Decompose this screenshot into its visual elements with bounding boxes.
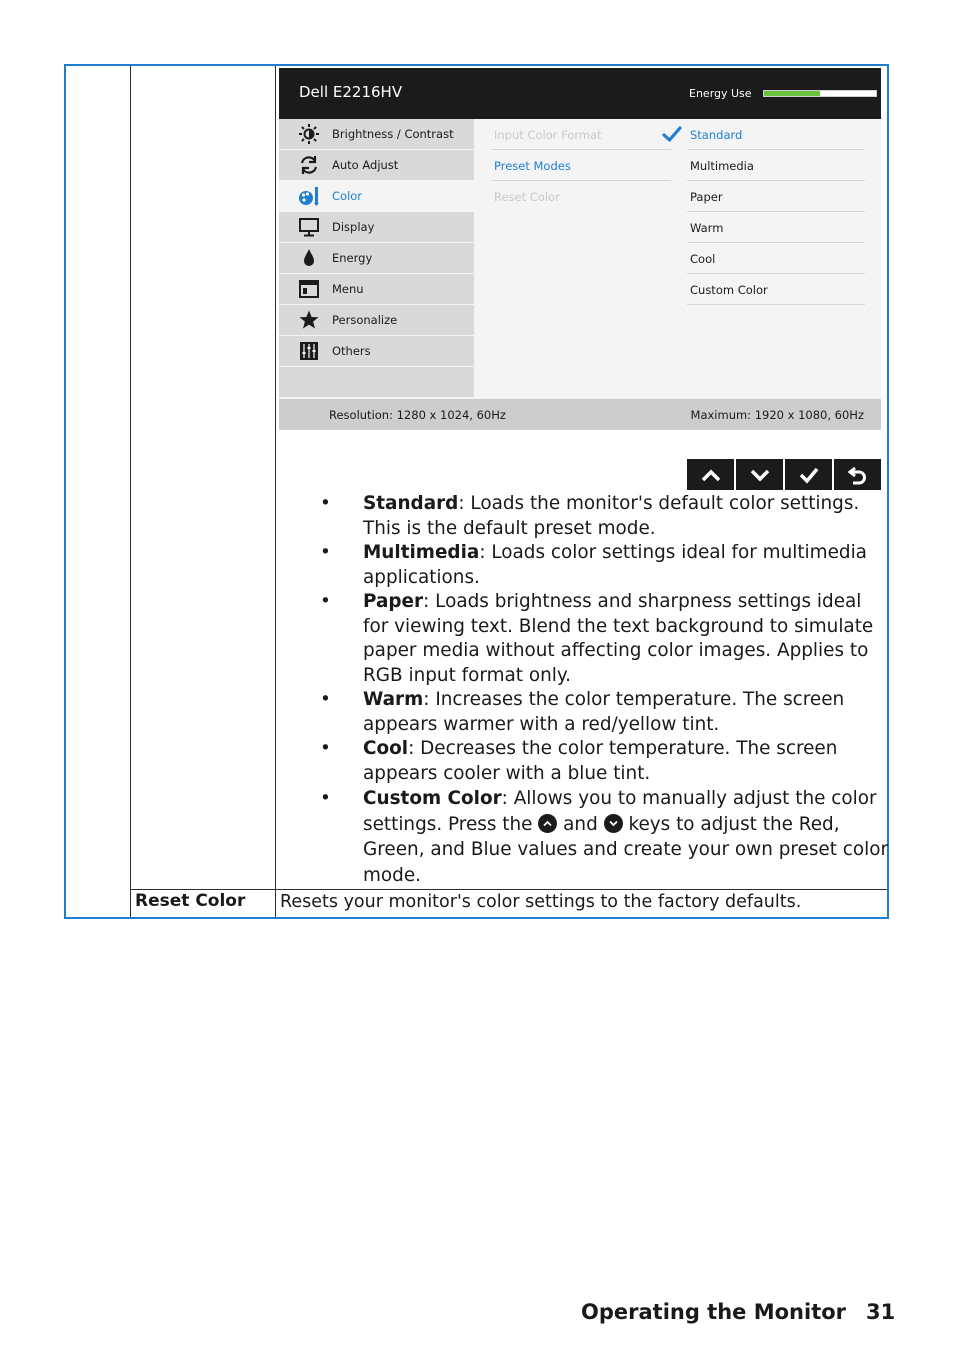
menu-item-energy[interactable] (279, 243, 474, 273)
option-label: Cool (690, 252, 716, 266)
check-icon (798, 465, 820, 485)
energy-use-meter (763, 90, 877, 97)
color-icon (298, 185, 320, 207)
preset-mode-descriptions (320, 492, 890, 888)
list-item-cool (320, 737, 890, 786)
menu-item-personalize[interactable] (279, 305, 474, 335)
auto-adjust-icon (298, 154, 320, 176)
menu-item-brightness-contrast[interactable] (279, 119, 474, 149)
list-item-paper (320, 590, 890, 688)
maximum-resolution: Maximum: 1920 x 1080, 60Hz (690, 408, 864, 422)
confirm-button[interactable] (785, 459, 832, 490)
submenu-reset-color (491, 181, 671, 211)
menu-item-label: Brightness / Contrast (332, 127, 454, 141)
table-col-divider-1 (130, 66, 131, 917)
list-item-standard (320, 492, 890, 541)
reset-color-description: Resets your monitor's color settings to the factory defaults. (280, 892, 802, 912)
menu-item-label: Display (332, 220, 375, 234)
down-arrow-icon (608, 818, 619, 829)
option-label: Multimedia (690, 159, 754, 173)
list-item-warm (320, 688, 890, 737)
display-icon (298, 216, 320, 238)
menu-item-display[interactable] (279, 212, 474, 242)
osd-nav-buttons (687, 459, 881, 490)
menu-item-color[interactable] (279, 181, 474, 211)
osd-menu (279, 68, 881, 430)
section-title: Operating the Monitor (581, 1300, 847, 1324)
menu-empty-row (279, 367, 474, 397)
description-cont: keys to adjust the Red, Green, and Blue values and create your own preset color mode. (363, 813, 889, 886)
list-item-multimedia (320, 541, 890, 590)
menu-item-label: Personalize (332, 313, 398, 327)
monitor-model: Dell E2216HV (299, 83, 403, 101)
table-col-divider-2 (275, 66, 276, 917)
option-standard[interactable] (687, 119, 865, 150)
submenu-label: Input Color Format (494, 128, 602, 142)
back-icon (847, 465, 869, 485)
back-button[interactable] (834, 459, 881, 490)
menu-item-label: Color (332, 189, 363, 203)
term: Custom Color (363, 788, 502, 809)
others-icon (298, 340, 320, 362)
up-arrow-icon (542, 818, 553, 829)
brightness-icon (298, 123, 320, 145)
table-row-divider (130, 889, 887, 890)
energy-use-fill (764, 91, 820, 96)
down-key (604, 814, 623, 833)
down-arrow-icon (749, 465, 771, 485)
description: : Allows you to manually adjust the color settings. Press the (363, 788, 877, 835)
menu-item-others[interactable] (279, 336, 474, 366)
down-button[interactable] (736, 459, 783, 490)
submenu-label: Reset Color (494, 190, 560, 204)
description: : Decreases the color temperature. The screen appears cooler with a blue tint. (363, 738, 838, 784)
term: Paper (363, 591, 424, 612)
option-label: Custom Color (690, 283, 768, 297)
up-key (538, 814, 557, 833)
page-number: 31 (866, 1300, 896, 1324)
description: : Loads the monitor's default color settings. This is the default preset mode. (363, 493, 860, 539)
term: Warm (363, 689, 424, 710)
option-multimedia[interactable] (687, 150, 865, 181)
osd-submenu (491, 119, 671, 211)
star-icon (298, 309, 320, 331)
submenu-label: Preset Modes (494, 159, 571, 173)
option-cool[interactable] (687, 243, 865, 274)
description: : Increases the color temperature. The screen appears warmer with a red/yellow tint. (363, 689, 845, 735)
option-label: Paper (690, 190, 723, 204)
option-paper[interactable] (687, 181, 865, 212)
osd-header (279, 68, 881, 119)
osd-footer (279, 399, 881, 430)
energy-use-label: Energy Use (689, 87, 752, 100)
option-label: Warm (690, 221, 724, 235)
menu-icon (298, 278, 320, 300)
option-warm[interactable] (687, 212, 865, 243)
menu-item-menu[interactable] (279, 274, 474, 304)
osd-main-menu (279, 119, 474, 398)
description: : Loads color settings ideal for multimedia applications. (363, 542, 867, 588)
term: Standard (363, 493, 459, 514)
submenu-input-color-format (491, 119, 671, 150)
reset-color-label: Reset Color (135, 891, 246, 911)
term: Cool (363, 738, 409, 759)
menu-item-auto-adjust[interactable] (279, 150, 474, 180)
menu-item-label: Others (332, 344, 371, 358)
up-arrow-icon (700, 465, 722, 485)
energy-icon (298, 247, 320, 269)
option-label: Standard (690, 128, 743, 142)
description: : Loads brightness and sharpness settings ideal for viewing text. Blend the text background to simulate paper media without affecting color images. Applies to RGB input format only. (363, 591, 874, 686)
menu-item-label: Menu (332, 282, 364, 296)
current-resolution: Resolution: 1280 x 1024, 60Hz (329, 408, 506, 422)
osd-preset-options (687, 119, 865, 305)
option-custom-color[interactable] (687, 274, 865, 305)
check-icon (662, 125, 682, 143)
menu-item-label: Energy (332, 251, 373, 265)
submenu-preset-modes[interactable] (491, 150, 671, 181)
list-item-custom-color (320, 786, 890, 888)
term: Multimedia (363, 542, 480, 563)
up-button[interactable] (687, 459, 734, 490)
menu-item-label: Auto Adjust (332, 158, 399, 172)
description-and: and (557, 813, 604, 835)
